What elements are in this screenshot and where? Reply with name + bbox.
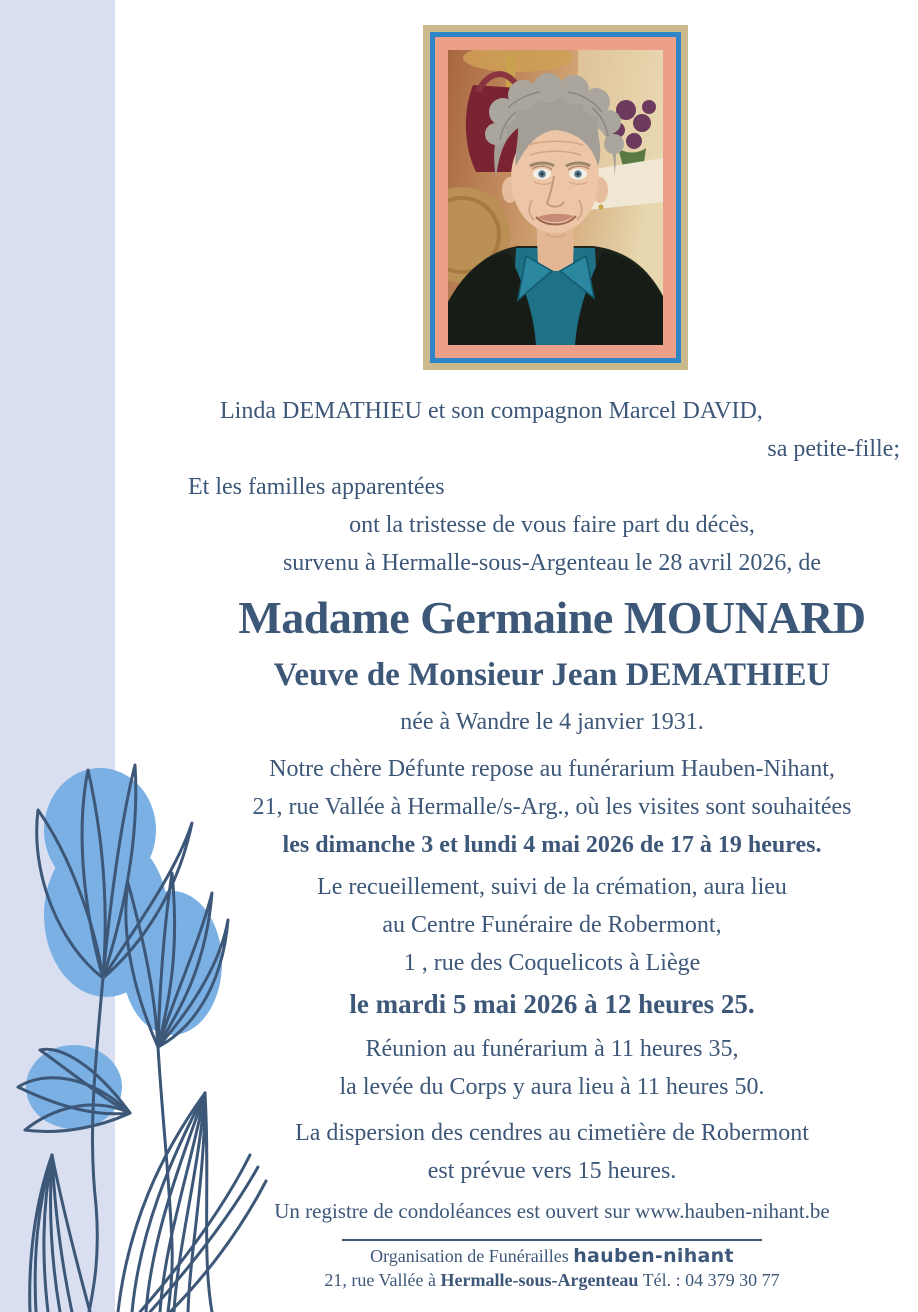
footer-address-street: 21, rue Vallée à — [324, 1270, 436, 1290]
footer-organisation — [186, 1244, 918, 1268]
ceremony-line-3: 1 , rue des Coquelicots à Liège — [403, 950, 701, 976]
ceremony-line-1: Le recueillement, suivi de la crémation, aura lieu — [317, 874, 787, 900]
schedule-levee: la levée du Corps y aura lieu à 11 heures 50. — [339, 1074, 765, 1100]
dispersion-line-1: La dispersion des cendres au cimetière de Robermont — [295, 1120, 809, 1146]
footer-phone: Tél. : 04 379 30 77 — [642, 1270, 780, 1290]
footer-organisation-text: Organisation de Funérailles — [370, 1246, 569, 1266]
announcement-text — [186, 392, 918, 1292]
photo-frame-blue-border — [430, 32, 681, 363]
intro-line-sadness: ont la tristesse de vous faire part du décès, — [349, 512, 755, 538]
photo-frame-salmon-border — [435, 37, 676, 358]
footer-address-place: Hermalle-sous-Argenteau — [440, 1270, 639, 1290]
deceased-birth: née à Wandre le 4 janvier 1931. — [400, 709, 704, 735]
visitation-line-1: Notre chère Défunte repose au funérarium Hauben-Nihant, — [269, 756, 835, 782]
intro-line-family: Linda DEMATHIEU et son compagnon Marcel DAVID, — [220, 398, 763, 424]
intro-line-granddaughter: sa petite-fille; — [767, 436, 900, 462]
ceremony-date: le mardi 5 mai 2026 à 12 heures 25. — [349, 989, 755, 1019]
ceremony-line-2: au Centre Funéraire de Robermont, — [382, 912, 722, 938]
photo-frame — [423, 25, 688, 370]
portrait-photo — [448, 50, 663, 345]
funeral-home-brand: hauben-nihant — [573, 1245, 734, 1267]
schedule-meeting: Réunion au funérarium à 11 heures 35, — [365, 1036, 739, 1062]
deceased-relation: Veuve de Monsieur Jean DEMATHIEU — [273, 657, 831, 693]
footer-address — [186, 1268, 918, 1292]
visitation-hours: les dimanche 3 et lundi 4 mai 2026 de 17 à 19 heures. — [282, 832, 822, 858]
dispersion-line-2: est prévue vers 15 heures. — [427, 1158, 677, 1184]
footer-divider — [342, 1239, 762, 1241]
visitation-line-2: 21, rue Vallée à Hermalle/s-Arg., où les visites sont souhaitées — [252, 794, 852, 820]
intro-line-death-place: survenu à Hermalle-sous-Argenteau le 28 avril 2026, de — [282, 550, 822, 576]
condolence-register-line: Un registre de condoléances est ouvert sur www.hauben-nihant.be — [274, 1199, 830, 1223]
intro-line-relatives: Et les familles apparentées — [188, 474, 445, 500]
deceased-name: Madame Germaine MOUNARD — [238, 592, 866, 643]
